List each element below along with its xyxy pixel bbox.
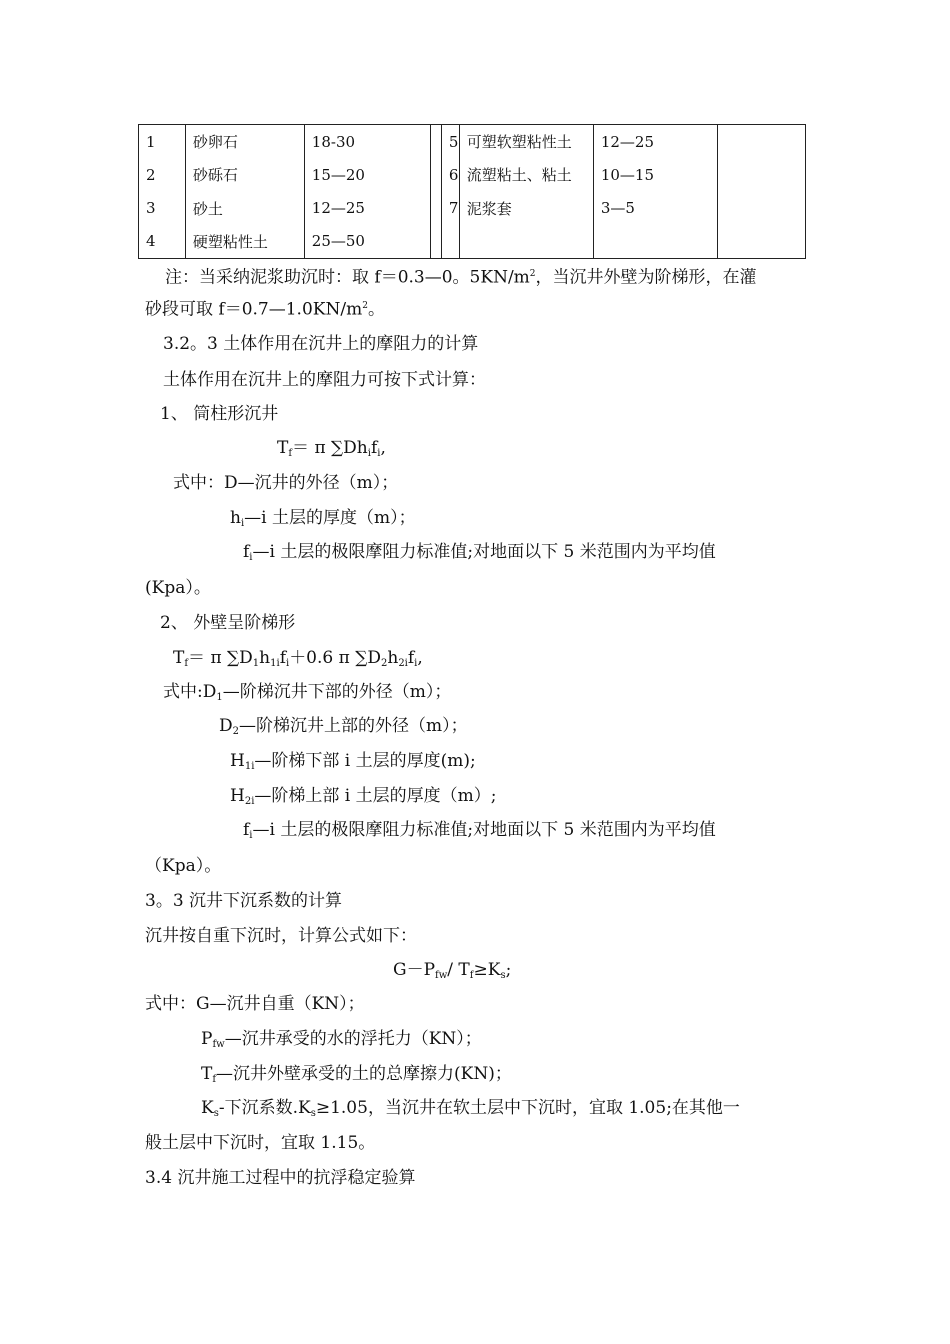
row-number-cell: 5 [441, 125, 459, 159]
friction-value-cell: 15—20 [304, 158, 430, 191]
friction-value-cell: 12—25 [593, 125, 717, 159]
note-line-2: 砂段可取 $f=0.7—1.0KN/m^2$。 [145, 299, 385, 320]
spacer-cell [430, 125, 441, 159]
where-h1i: $H_{1i}—$阶梯下部 i 土层的厚度(m); [230, 751, 476, 772]
where-d2: $D_2—$阶梯沉井上部的外径（m）； [219, 716, 468, 737]
table-row [139, 225, 806, 259]
item-2-heading: 2、 外壁呈阶梯形 [160, 613, 296, 633]
where-fi-2: $f_i—i$ 土层的极限摩阻力标准值;对地面以下 5 米范围内为平均值 [243, 820, 716, 841]
empty-cell [718, 191, 806, 224]
where-pfw: $P_{fw}—$沉井承受的水的浮托力（KN）； [201, 1029, 482, 1050]
formula-cylindrical: $T_f= \pi$ $\sum Dh_if_i$, [277, 438, 386, 459]
where-d: 式中：D—沉井的外径（m）； [173, 473, 399, 493]
empty-cell [718, 158, 806, 191]
row-number-cell [441, 225, 459, 259]
formula-sinking: $G-P_{fw}/$ $T_f\ge K_s$; [393, 960, 512, 981]
table-row [139, 158, 806, 191]
empty-cell [718, 125, 806, 159]
row-number-cell: 4 [139, 225, 186, 259]
table-row [139, 125, 806, 159]
item-1-heading: 1、 筒柱形沉井 [160, 404, 279, 424]
spacer-cell [430, 191, 441, 224]
table-row [139, 191, 806, 224]
row-number-cell: 1 [139, 125, 186, 159]
soil-type-cell: 可塑软塑粘性土 [459, 125, 593, 159]
where-fi: $f_i—i$ 土层的极限摩阻力标准值;对地面以下 5 米范围内为平均值 [243, 542, 716, 563]
self-weight-text: 沉井按自重下沉时，计算公式如下： [145, 926, 417, 946]
soil-type-cell: 砂土 [185, 191, 304, 224]
friction-value-cell: 18-30 [304, 125, 430, 159]
spacer-cell [430, 225, 441, 259]
row-number-cell: 7 [441, 191, 459, 224]
row-number-cell: 3 [139, 191, 186, 224]
soil-friction-table [138, 124, 806, 259]
where-g: 式中：G—沉井自重（KN）； [145, 994, 365, 1014]
spacer-cell [430, 158, 441, 191]
where-d1: 式中$:D_1—$阶梯沉井下部的外径（m）； [163, 682, 452, 703]
section-3-3-heading: 3。3 沉井下沉系数的计算 [145, 891, 343, 911]
note-line-1: 注：当采纳泥浆助沉时：取 f＝0.3—0。$5KN/m^2$，当沉井外壁为阶梯形，在灌 [165, 267, 757, 288]
soil-type-cell: 砂卵石 [185, 125, 304, 159]
kpa-2: （Kpa）。 [145, 856, 222, 876]
formula-stepped: $T_f= \pi$ $\sum D_1h_{1i}f_i+0.6$ π $\sum D_2h_{2i}f_i$, [173, 648, 423, 669]
soil-type-cell [459, 225, 593, 259]
kpa-1: (Kpa）。 [145, 578, 211, 598]
where-hi: $h_i—i$ 土层的厚度（m）； [230, 508, 416, 529]
soil-type-cell: 泥浆套 [459, 191, 593, 224]
soil-type-cell: 砂砾石 [185, 158, 304, 191]
where-h2i: $H_{2i}—$阶梯上部 i 土层的厚度（m）; [230, 786, 497, 807]
friction-value-cell: 10—15 [593, 158, 717, 191]
soil-type-cell: 硬塑粘性土 [185, 225, 304, 259]
section-3-4-heading: 3.4 沉井施工过程中的抗浮稳定验算 [145, 1168, 416, 1188]
soil-type-cell: 流塑粘土、粘土 [459, 158, 593, 191]
row-number-cell: 6 [441, 158, 459, 191]
friction-value-cell: 3—5 [593, 191, 717, 224]
where-ks-cont: 般土层中下沉时，宜取 1.15。 [145, 1133, 376, 1153]
friction-value-cell [593, 225, 717, 259]
row-number-cell: 2 [139, 158, 186, 191]
where-tf: $T_f—$沉井外壁承受的土的总摩擦力(KN)； [201, 1064, 512, 1085]
section-3-2-3-heading: 3.2。3 土体作用在沉井上的摩阻力的计算 [163, 334, 479, 354]
friction-value-cell: 25—50 [304, 225, 430, 259]
empty-cell [718, 225, 806, 259]
friction-value-cell: 12—25 [304, 191, 430, 224]
where-ks: $K_s-$下沉系数$.K_s\ge 1.05$，当沉井在软土层中下沉时，宜取 1.05;在其他一 [201, 1098, 740, 1119]
intro-text: 土体作用在沉井上的摩阻力可按下式计算： [163, 370, 486, 390]
